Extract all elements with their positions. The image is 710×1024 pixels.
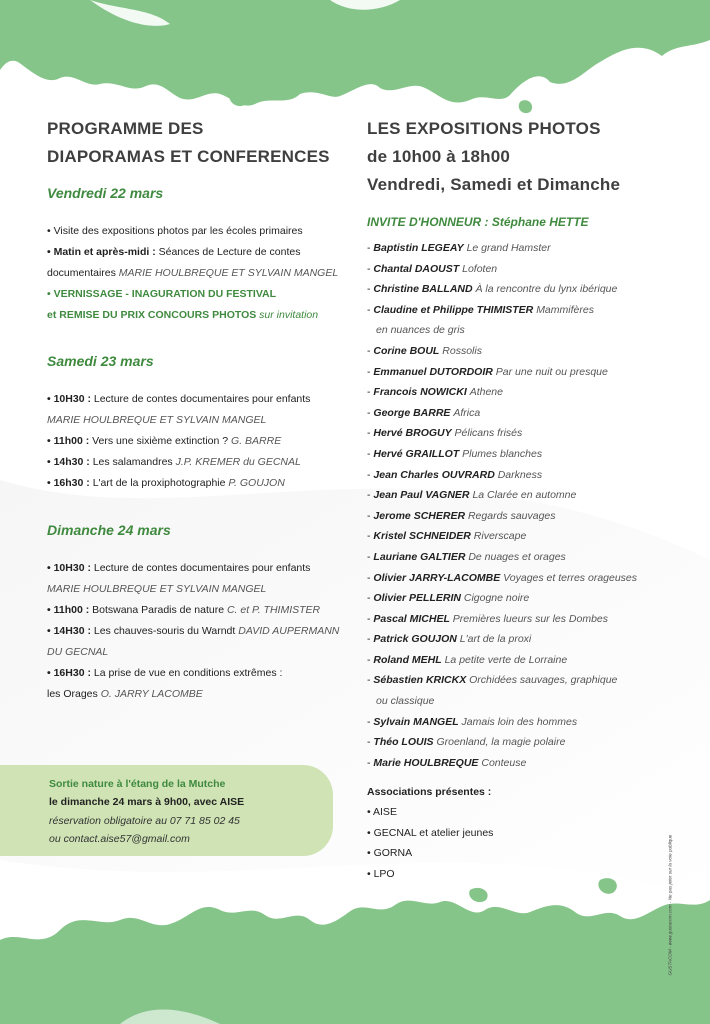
exhibitor-item (367, 753, 637, 774)
exhibitor-item (367, 279, 637, 300)
exhibit-title: Darkness (497, 468, 543, 481)
exhibitor-item (367, 712, 637, 733)
exhibit-title: Jamais loin des hommes (461, 715, 578, 728)
exhibit-title: La Clarée en automne (472, 489, 577, 502)
exhibit-title: Regards sauvages (467, 509, 556, 522)
printer-credit (663, 788, 675, 978)
program-line (47, 684, 339, 705)
program-line (47, 431, 310, 452)
expo-title-line-3: Vendredi, Samedi et Dimanche (367, 175, 621, 194)
exhibitor-item (367, 485, 637, 506)
dash-bullet: - (367, 344, 374, 357)
expo-title (367, 115, 637, 199)
program-line-segment: • 14H30 : (47, 625, 94, 637)
exhibit-title: Mammifères (536, 303, 594, 316)
dash-bullet: - (367, 633, 374, 646)
association-item (367, 823, 637, 844)
exhibit-title: Africa (453, 406, 481, 419)
program-line-segment: La prise de vue en conditions extrêmes : (93, 667, 283, 679)
exhibit-title: Groenland, la magie polaire (436, 736, 566, 749)
exhibitor-item (367, 506, 637, 527)
saturday-heading: Samedi 23 mars (47, 353, 154, 369)
program-line (47, 221, 338, 242)
dash-bullet: - (367, 653, 374, 666)
dash-bullet: - (367, 447, 374, 460)
sunday-lines (47, 558, 339, 705)
program-line-segment: DAVID AUPERMANN (238, 625, 340, 637)
association-name: AISE (373, 806, 397, 819)
association-name: GORNA (373, 847, 413, 860)
exhibit-title: Athene (469, 386, 503, 399)
program-line (47, 410, 310, 431)
exhibit-title: Cigogne noire (463, 592, 530, 605)
exhibitor-item (367, 300, 637, 321)
exhibitor-name: Jean Paul VAGNER (373, 489, 470, 502)
exhibitor-item (367, 403, 637, 424)
exhibitor-list (367, 238, 637, 773)
program-title-line-1: PROGRAMME DES (47, 119, 204, 138)
program-line-segment: Vers une sixième extinction ? (92, 435, 232, 447)
exhibitor-name: Jerome SCHERER (373, 509, 466, 522)
left-column (47, 115, 330, 171)
program-line-segment: Lecture de contes documentaires pour enfants (93, 393, 311, 405)
exhibitor-item (367, 629, 637, 650)
dash-bullet: - (367, 571, 374, 584)
association-item (367, 864, 637, 885)
program-line-segment: • 10H30 : (47, 393, 94, 405)
program-line-segment: • 16H30 : (47, 667, 94, 679)
exhibit-title: Lofoten (462, 262, 498, 275)
exhibitor-name: Hervé BROGUY (373, 427, 452, 440)
exhibitor-name: Marie HOULBREQUE (373, 756, 479, 769)
right-column (367, 115, 637, 884)
program-line-segment: O. JARRY LACOMBE (100, 688, 203, 700)
sortie-contact[interactable]: ou contact.aise57@gmail.com (49, 832, 190, 845)
program-line (47, 452, 310, 473)
exhibitor-name: Francois NOWICKI (373, 386, 467, 399)
exhibitor-item (367, 526, 637, 547)
dash-bullet: - (367, 406, 374, 419)
program-line-segment: MARIE HOULBREQUE ET SYLVAIN MANGEL (118, 267, 339, 279)
program-title (47, 115, 330, 171)
guest-of-honour (367, 215, 637, 229)
program-line-segment: • VERNISSAGE - INAGURATION DU FESTIVAL (47, 288, 277, 300)
program-line-segment: J.P. KREMER du GECNAL (175, 456, 301, 468)
dash-bullet: - (367, 715, 374, 728)
dash-bullet: - (367, 386, 374, 399)
sortie-date: le dimanche 24 mars à 9h00, avec AISE (49, 796, 245, 809)
program-line-segment: • Matin et après-midi : (47, 246, 159, 258)
exhibitor-name: Hervé GRAILLOT (373, 447, 460, 460)
program-line (47, 579, 339, 600)
dash-bullet: - (367, 612, 374, 625)
sunday-heading: Dimanche 24 mars (47, 522, 171, 538)
program-line (47, 284, 338, 305)
exhibit-title: L'art de la proxi (459, 633, 532, 646)
association-name: GECNAL et atelier jeunes (373, 826, 494, 839)
dash-bullet: - (367, 674, 374, 687)
program-line-segment: DU GECNAL (47, 646, 109, 658)
program-line (47, 242, 338, 263)
exhibit-title: en nuances de gris (376, 324, 465, 337)
exhibitor-name: George BARRE (373, 406, 451, 419)
sortie-nature-box (0, 765, 333, 856)
exhibitor-name: Baptistin LEGEAY (373, 242, 464, 254)
saturday-lines (47, 389, 310, 494)
exhibitor-item (367, 588, 637, 609)
expo-title-line-1: LES EXPOSITIONS PHOTOS (367, 119, 601, 138)
dash-bullet: - (367, 550, 374, 563)
exhibitor-item (367, 259, 637, 280)
exhibitor-item (367, 341, 637, 362)
association-item (367, 843, 637, 864)
program-line (47, 305, 338, 326)
exhibitor-item (367, 238, 637, 259)
program-line-segment: Les chauves-souris du Warndt (93, 625, 239, 637)
program-line (47, 473, 310, 494)
associations-title: Associations présentes : (367, 786, 492, 799)
program-line (47, 263, 338, 284)
exhibitor-name: Théo LOUIS (373, 736, 434, 749)
program-line-segment: Les salamandres (92, 456, 176, 468)
exhibit-title: Voyages et terres orageuses (503, 571, 638, 584)
exhibit-title: À la rencontre du lynx ibérique (475, 283, 618, 296)
program-title-line-2: DIAPORAMAS ET CONFERENCES (47, 147, 330, 166)
saturday-section (47, 353, 310, 494)
program-line-segment: P. GOUJON (228, 477, 285, 489)
printer-credit-text: GUSTACOM - www.gustacom.com - Ne pas jeter sur la voie publique (667, 834, 673, 976)
exhibit-title: Pélicans frisés (454, 427, 523, 440)
exhibitor-item (367, 670, 637, 691)
exhibitor-item (367, 382, 637, 403)
program-line (47, 558, 339, 579)
exhibit-title: Conteuse (481, 756, 527, 769)
dash-bullet: - (367, 303, 374, 316)
association-item (367, 802, 637, 823)
exhibitor-name: Jean Charles OUVRARD (373, 468, 495, 481)
exhibit-title: Premières lueurs sur les Dombes (452, 612, 609, 625)
program-line-segment: les Orages (47, 688, 101, 700)
exhibitor-item (367, 650, 637, 671)
exhibitor-name: Olivier PELLERIN (373, 592, 461, 605)
program-line-segment: Botswana Paradis de nature (92, 604, 227, 616)
program-line-segment: • Visite des expositions photos par les écoles primaires (47, 225, 303, 237)
dash-bullet: - (367, 283, 374, 296)
exhibit-title: Plumes blanches (462, 447, 543, 460)
exhibit-title: Rossolis (442, 344, 482, 357)
exhibitor-name: Pascal MICHEL (373, 612, 450, 625)
program-line-segment: • 14h30 : (47, 456, 93, 468)
sortie-reservation: réservation obligatoire au 07 71 85 02 45 (49, 814, 240, 827)
program-line-segment: • 16h30 : (47, 477, 93, 489)
exhibitor-name: Emmanuel DUTORDOIR (373, 365, 493, 378)
exhibitor-name: Chantal DAOUST (373, 262, 460, 275)
program-line (47, 600, 339, 621)
program-line (47, 642, 339, 663)
exhibitor-item (367, 362, 637, 383)
exhibitor-item (367, 444, 637, 465)
exhibit-title: De nuages et orages (468, 550, 566, 563)
exhibitor-name: Claudine et Philippe THIMISTER (373, 303, 534, 316)
expo-title-line-2: de 10h00 à 18h00 (367, 147, 511, 166)
exhibit-title: La petite verte de Lorraine (444, 653, 568, 666)
exhibit-title: Par une nuit ou presque (495, 365, 608, 378)
program-line-segment: G. BARRE (231, 435, 282, 447)
exhibitor-name: Corine BOUL (373, 344, 440, 357)
program-line-segment: • 10H30 : (47, 562, 94, 574)
exhibitor-item (367, 568, 637, 589)
program-line-segment: Lecture de contes documentaires pour enfants (93, 562, 311, 574)
program-line (47, 663, 339, 684)
exhibitor-name: Sébastien KRICKX (373, 674, 467, 687)
exhibit-title: Riverscape (473, 530, 527, 543)
exhibit-title: Le grand Hamster (466, 242, 551, 254)
exhibitor-item (367, 691, 637, 712)
exhibitor-name: Kristel SCHNEIDER (373, 530, 471, 543)
exhibitor-item (367, 423, 637, 444)
dash-bullet: - (367, 365, 374, 378)
dash-bullet: - (367, 530, 374, 543)
dash-bullet: - (367, 756, 374, 769)
exhibitor-name: Christine BALLAND (373, 283, 473, 296)
exhibitor-name: Patrick GOUJON (373, 633, 457, 646)
exhibitor-item (367, 320, 637, 341)
bullet: • (367, 806, 374, 819)
exhibit-title: Orchidées sauvages, graphique (469, 674, 618, 687)
dash-bullet: - (367, 509, 374, 522)
exhibit-title: ou classique (376, 695, 435, 708)
guest-label: INVITE D'HONNEUR : (367, 215, 489, 229)
dash-bullet: - (367, 427, 374, 440)
exhibitor-name: Lauriane GALTIER (373, 550, 466, 563)
program-line-segment: MARIE HOULBREQUE ET SYLVAIN MANGEL (47, 583, 267, 595)
dash-bullet: - (367, 468, 374, 481)
dash-bullet: - (367, 592, 374, 605)
exhibitor-name: Roland MEHL (373, 653, 442, 666)
program-line-segment: sur invitation (259, 309, 319, 321)
friday-section (47, 185, 338, 326)
sortie-title: Sortie nature à l'étang de la Mutche (49, 778, 226, 790)
exhibitor-item (367, 465, 637, 486)
friday-heading: Vendredi 22 mars (47, 185, 164, 201)
friday-lines (47, 221, 338, 326)
associations-list (367, 802, 637, 884)
association-name: LPO (373, 867, 395, 880)
program-line-segment: C. et P. THIMISTER (226, 604, 321, 616)
program-line-segment: documentaires (47, 267, 119, 279)
program-line-segment: • 11h00 : (47, 435, 93, 447)
exhibitor-item (367, 609, 637, 630)
program-line-segment: MARIE HOULBREQUE ET SYLVAIN MANGEL (47, 414, 267, 426)
program-line-segment: Séances de Lecture de contes (158, 246, 301, 258)
exhibitor-name: Olivier JARRY-LACOMBE (373, 571, 501, 584)
dash-bullet: - (367, 736, 374, 749)
program-line-segment: • 11h00 : (47, 604, 93, 616)
program-line (47, 389, 310, 410)
sunday-section (47, 522, 339, 705)
exhibitor-item (367, 732, 637, 753)
program-line (47, 621, 339, 642)
exhibitor-item (367, 547, 637, 568)
bullet: • (367, 867, 374, 880)
dash-bullet: - (367, 242, 374, 254)
exhibitor-name: Sylvain MANGEL (373, 715, 459, 728)
program-line-segment: L'art de la proxiphotographie (92, 477, 229, 489)
guest-name: Stéphane HETTE (491, 215, 589, 229)
bullet: • (367, 847, 374, 860)
dash-bullet: - (367, 262, 374, 275)
bullet: • (367, 826, 374, 839)
program-line-segment: et REMISE DU PRIX CONCOURS PHOTOS (47, 309, 260, 321)
dash-bullet: - (367, 489, 374, 502)
